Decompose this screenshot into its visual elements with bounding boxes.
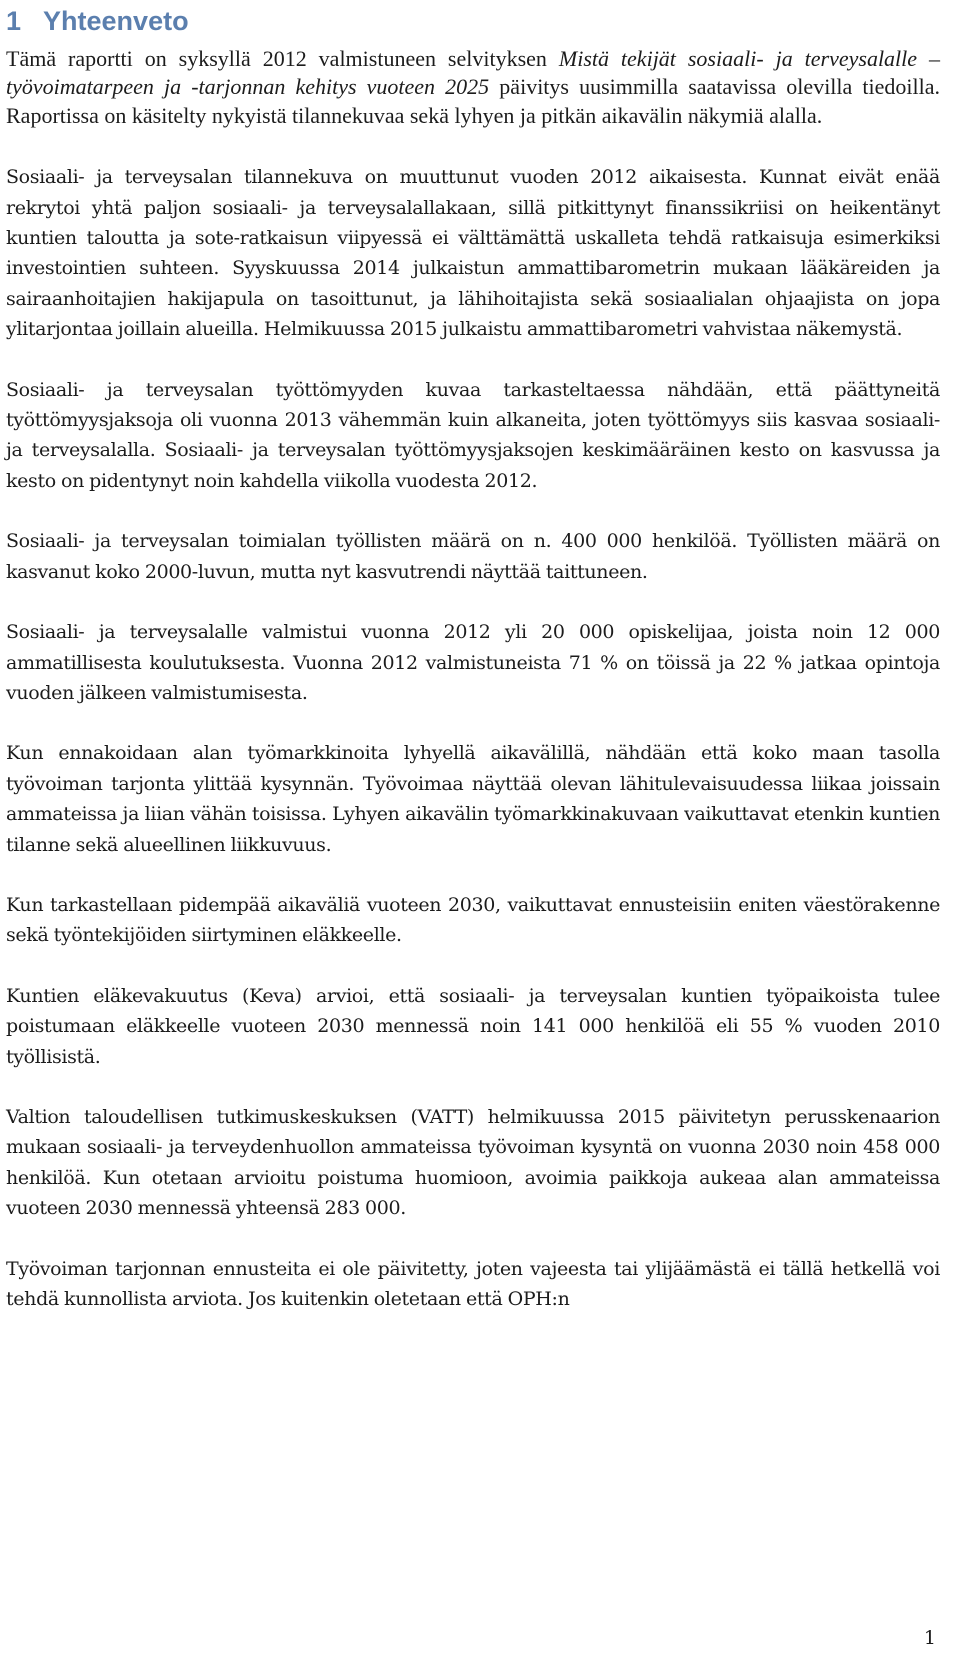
report-title-italic: Mistä tekijät sosiaali- ja terveysalalle –työvoimatarpeen ja -tarjonnan kehitys vuoteen 2025	[6, 46, 940, 100]
paragraph-vatt: Valtion taloudellisen tutkimuskeskuksen (VATT) helmikuussa 2015 päivitetyn perusskenaarion mukaan sosiaali- ja terveydenhuollon ammateissa työvoiman kysyntä on vuonna 2030 noin 458 000 henkilöä. Kun otetaan arvioitu poistuma huomioon, avoimia paikkoja aukeaa alan ammateissa vuoteen 2030 mennessä yhteensä 283 000.	[6, 1105, 940, 1220]
paragraph-employment: Sosiaali- ja terveysalan toimialan työllisten määrä on n. 400 000 henkilöä. Työllisten määrä on kasvanut koko 2000-luvun, mutta nyt kasvutrendi näyttää taittuneen.	[6, 530, 940, 583]
document-page	[6, 0, 940, 1655]
section-heading	[6, 0, 940, 39]
paragraph-unemployment: Sosiaali- ja terveysalan työttömyyden kuvaa tarkasteltaessa nähdään, että päättyneitä työttömyysjaksoja oli vuonna 2013 vähemmän kuin alkaneita, joten työttömyys siis kasvaa sosiaali- ja terveysalalla. Sosiaali- ja terveysalan työttömyysjaksojen keskimääräinen kesto on kasvussa ja kesto on pidentynyt noin kahdella viikolla vuodesta 2012.	[6, 378, 940, 492]
paragraph-supply: Työvoiman tarjonnan ennusteita ei ole päivitetty, joten vajeesta tai ylijäämästä ei tällä hetkellä voi tehdä kunnollista arviota. Jos kuitenkin oletetaan että OPH:n	[6, 1257, 940, 1310]
section-title: Yhteenveto	[43, 6, 189, 36]
section-number: 1	[6, 6, 22, 36]
page-number: 1	[923, 1627, 936, 1649]
paragraph-graduates: Sosiaali- ja terveysalalle valmistui vuonna 2012 yli 20 000 opiskelijaa, joista noin 12 000 ammatillisesta koulutuksesta. Vuonna 2012 valmistuneista 71 % on töissä ja 22 % jatkaa opintoja vuoden jälkeen valmistumisesta.	[6, 621, 940, 704]
intro-text-start: Tämä raportti on syksyllä 2012 valmistuneen selvityksen	[6, 46, 559, 71]
paragraph-situation: Sosiaali- ja terveysalan tilannekuva on muuttunut vuoden 2012 aikaisesta. Kunnat eivät enää rekrytoi yhtä paljon sosiaali- ja terveysalallakaan, sillä pitkittynyt finanssikriisi on heikentänyt kuntien taloutta ja sote-ratkaisun viipyessä ei välttämättä uskalleta tehdä ratkaisuja esimerkiksi investointien suhteen. Syyskuussa 2014 julkaistun ammattibarometrin mukaan lääkäreiden ja sairaanhoitajien hakijapula on tasoittunut, ja lähihoitajista sekä sosiaalialan ohjaajista on jopa ylitarjontaa joillain alueilla. Helmikuussa 2015 julkaistu ammattibarometri vahvistaa näkemystä.	[6, 166, 940, 341]
paragraph-keva: Kuntien eläkevakuutus (Keva) arvioi, että sosiaali- ja terveysalan kuntien työpaikoista tulee poistumaan eläkkeelle vuoteen 2030 mennessä noin 141 000 henkilöä eli 55 % vuoden 2010 työllisistä.	[6, 984, 940, 1068]
intro-text-end: päivitys uusimmilla saatavissa olevilla tiedoilla. Raportissa on käsitelty nykyistä tilannekuvaa sekä lyhyen ja pitkän aikavälin näkymiä alalla.	[6, 74, 941, 128]
paragraph-long-term: Kun tarkastellaan pidempää aikaväliä vuoteen 2030, vaikuttavat ennusteisiin eniten väestörakenne sekä työntekijöiden siirtyminen eläkkeelle.	[6, 893, 940, 947]
paragraph-short-term: Kun ennakoidaan alan työmarkkinoita lyhyellä aikavälillä, nähdään että koko maan tasolla työvoiman tarjonta ylittää kysynnän. Työvoimaa näyttää olevan lähitulevaisuudessa liikaa joissain ammateissa ja liian vähän toisissa. Lyhyen aikavälin työmarkkinakuvaan vaikuttavat etenkin kuntien tilanne sekä alueellinen liikkuvuus.	[6, 742, 940, 856]
intro-paragraph	[6, 45, 940, 130]
